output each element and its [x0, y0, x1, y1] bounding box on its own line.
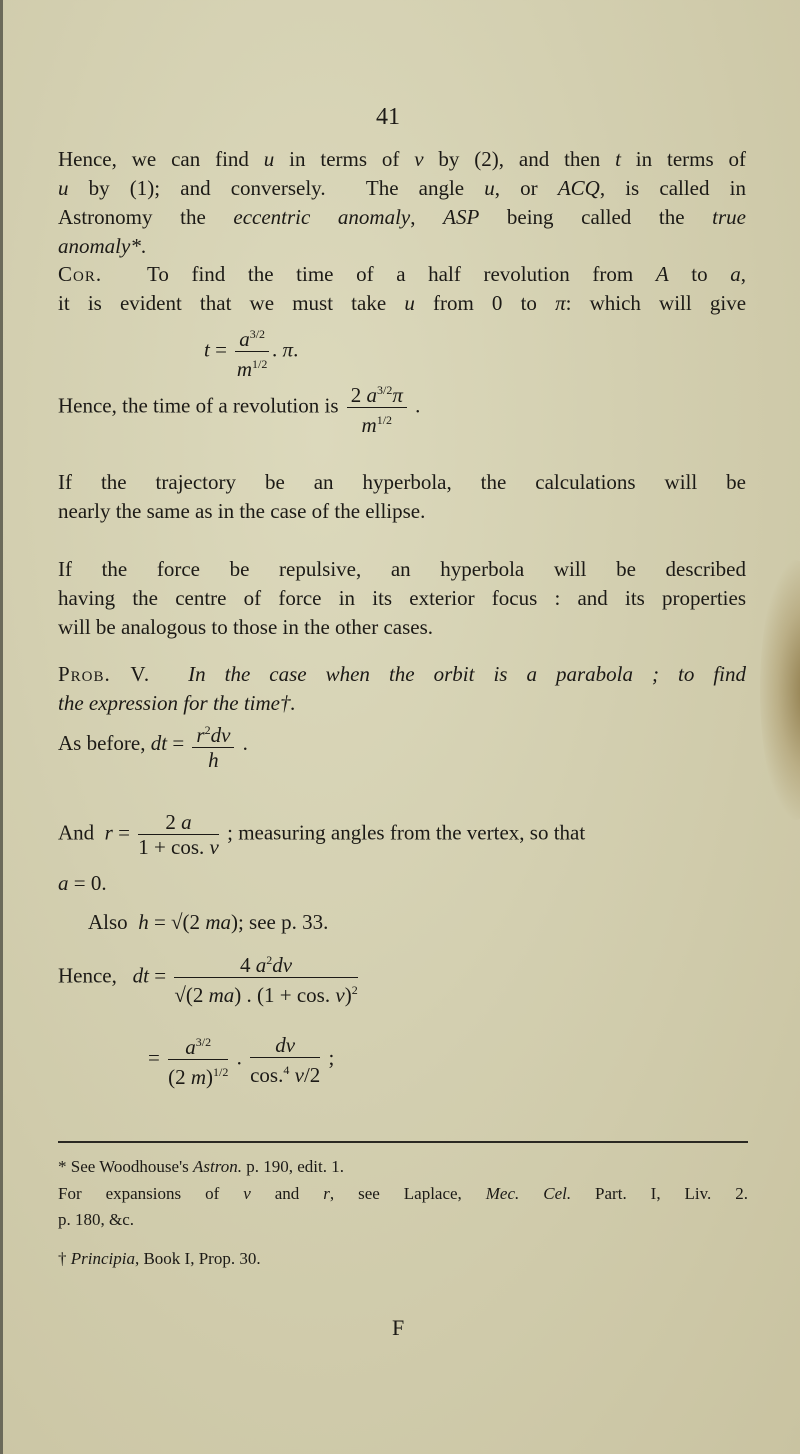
problem-label: Prob. V.: [58, 662, 151, 686]
page-number: 41: [376, 104, 400, 130]
text-a-zero: a = 0.: [58, 871, 107, 895]
equation-r: And r = $\frac{2 a}{1 + \cos. v}$ ; measuring angles from the vertex, so that: [58, 810, 586, 859]
footnote-laplace: For expansions of v and r, see Laplace, Mec. Cel. Part. I, Liv. 2.: [58, 1184, 748, 1203]
paragraph-hyperbola: [58, 468, 746, 526]
footnote-principia: † Principia, Book I, Prop. 30.: [58, 1249, 261, 1268]
equation-h: Also h = √(2 ma); see p. 33.: [88, 910, 329, 934]
text-line: u by (1); and conversely. The angle u, or ACQ, is called in: [58, 176, 746, 200]
text-line: it is evident that we must take u from 0 to π: which will give: [58, 291, 747, 315]
text-line: will be analogous to those in the other cases.: [58, 615, 433, 639]
equation-half-revolution: t = $\frac{a^{3/2}}{m^{1/2}}$ . π.: [204, 322, 298, 381]
equation-dt: As before, dt = $\frac{r^2dv}{h}$ .: [58, 718, 248, 772]
problem-heading: [58, 660, 746, 718]
paragraph-anomaly: [58, 145, 746, 261]
text-line: the expression for the time†.: [58, 691, 296, 715]
text-line: If the force be repulsive, an hyperbola will be described: [58, 557, 746, 581]
equation-final: = $\frac{a^{3/2}}{(2 m)^{1/2}}$ . $\frac{dv}{\cos.^4 v/2}$ ;: [148, 1030, 334, 1089]
text-line: If the trajectory be an hyperbola, the calculations will be: [58, 470, 746, 494]
signature-mark: F: [392, 1315, 405, 1340]
page-edge: [0, 0, 3, 1454]
text-line: having the centre of force in its exterior focus : and its properties: [58, 586, 746, 610]
corollary-label: Cor.: [58, 262, 103, 286]
paper-stain: [760, 560, 800, 820]
footnote-woodhouse: * See Woodhouse's Astron. p. 190, edit. 1.: [58, 1157, 344, 1176]
paragraph-repulsive: [58, 555, 746, 642]
text-line: Prob. V. In the case when the orbit is a parabola ; to find: [58, 662, 746, 686]
footnote-laplace-cont: p. 180, &c.: [58, 1210, 135, 1229]
footnote-divider: [58, 1141, 748, 1143]
text-line: anomaly*.: [58, 234, 147, 258]
paragraph-corollary: [58, 260, 746, 318]
equation-hence-dt: Hence, dt = $\frac{4 a^2dv}{√(2 ma) . (1 + \cos. v)^2}$: [58, 948, 361, 1007]
text-line: Astronomy the eccentric anomaly, ASP being called the true: [58, 205, 746, 229]
text-line: Cor. To find the time of a half revolution from A to a,: [58, 262, 746, 286]
equation-revolution: Hence, the time of a revolution is $\frac{2 a^{3/2}\pi}{m^{1/2}}$ .: [58, 378, 420, 437]
text-line: nearly the same as in the case of the ellipse.: [58, 499, 426, 523]
text-line: Hence, we can find u in terms of v by (2), and then t in terms of: [58, 147, 747, 171]
